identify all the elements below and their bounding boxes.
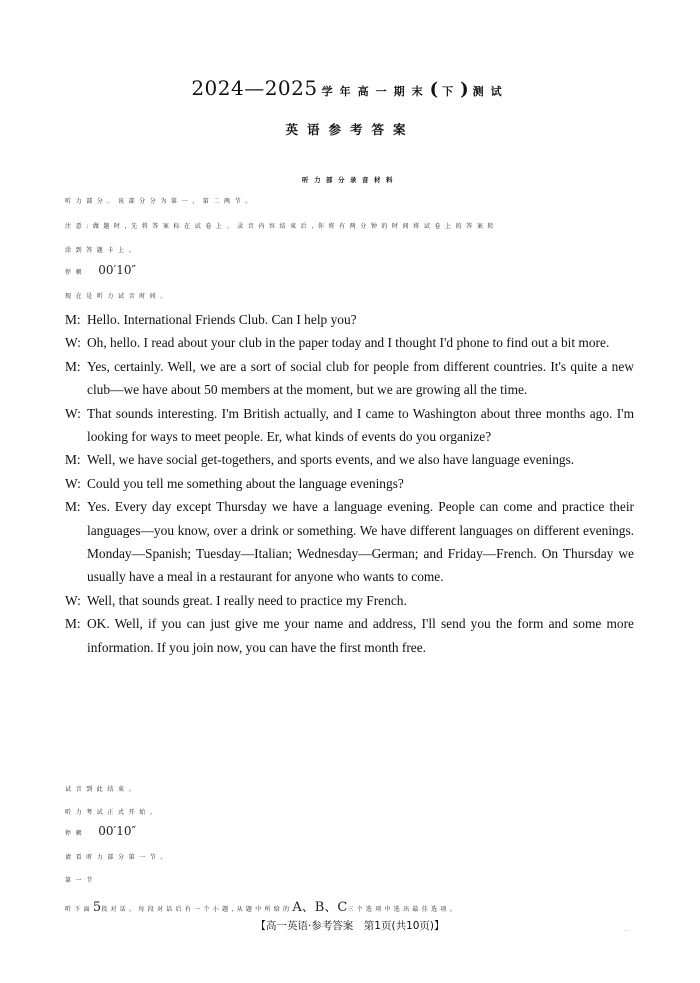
turn-text: Well, that sounds great. I really need to practice my French.: [87, 592, 407, 608]
outro-line-5: [65, 896, 635, 915]
option-letters: A、B、C: [292, 900, 348, 915]
title-cn: 学年高一期末: [321, 85, 430, 98]
pause-row-2: [65, 824, 635, 838]
intro-line-4: 现在是听力试音时间。: [65, 293, 172, 300]
outro-line-2: 听力考试正式开始。: [65, 809, 161, 816]
speaker: M:: [65, 312, 81, 327]
dialogue-turn: [65, 308, 634, 331]
speaker: W:: [65, 592, 81, 608]
turn-text: Could you tell me something about the language evenings?: [87, 475, 404, 491]
intro-line-3: 涂到答题卡上。: [65, 247, 140, 254]
term-label: 下: [442, 85, 461, 98]
paren-close: ): [460, 79, 469, 100]
outro-line-4: 第一节: [65, 877, 97, 884]
outro-line-3: 请看听力部分第一节。: [65, 854, 172, 861]
page-footer: 【高一英语·参考答案 第1页(共10页)】: [255, 920, 445, 932]
school-year: 2024—2025: [191, 76, 318, 100]
turn-text: Well, we have social get-togethers, and sports events, and we also have language evenings.: [87, 452, 575, 468]
pause-row-1: [65, 263, 635, 277]
pause-value: 00′10″: [98, 263, 136, 277]
exam-label: 测试: [472, 85, 509, 98]
turn-text: That sounds interesting. I'm British actually, and I came to Washington about three months ago. I'm looking for ways to meet people. Er, what kinds of events do you organize?: [87, 405, 634, 445]
pause-value: 00′10″: [98, 824, 136, 838]
outro-line-1: 试音到此结束。: [65, 786, 140, 793]
instruction-part-c: 三个选项中选出最佳选项。: [347, 906, 459, 913]
pause-label: 停顿: [65, 269, 87, 276]
pause-label: 停顿: [65, 830, 87, 837]
corner-mark: …: [624, 926, 630, 933]
speaker: M:: [65, 616, 81, 632]
dialogue-turn: [65, 331, 634, 354]
turn-text: Yes, certainly. Well, we are a sort of social club for people from different countries. It's quite a new club—we have about 50 members at the moment, but we are growing all the time.: [87, 358, 634, 398]
speaker: M:: [65, 358, 81, 374]
speaker: W:: [65, 475, 81, 491]
exam-title: [0, 76, 700, 100]
turn-text: Oh, hello. I read about your club in the paper today and I thought I'd phone to find out a bit more.: [87, 335, 610, 351]
turn-text: Yes. Every day except Thursday we have a language evening. People can come and practice their languages—you know, over a drink or something. We have different languages on different evenings. Monday—Spanish; Tuesday—Italian; Wednesday—German; and Friday—French. On Thursday we usually have a meal in a restaurant for anyone who wants to come.: [87, 499, 634, 585]
dialogue-turn: [65, 495, 634, 589]
dialogue-turn: [65, 448, 634, 471]
instruction-part-a: 听下面: [65, 906, 93, 913]
section-heading: 听力部分录音材料: [302, 176, 398, 184]
paren-open: (: [429, 79, 439, 100]
dialogue-transcript: [65, 308, 634, 659]
speaker: M:: [65, 499, 81, 515]
intro-line-2: 注意:做题时,先将答案标在试卷上。录音内容结束后,你将有两分钟的时间将试卷上的答案转: [65, 223, 499, 230]
speaker: M:: [65, 452, 81, 468]
turn-text: OK. Well, if you can just give me your name and address, I'll send you the form and some more information. If you join now, you can have the first month free.: [87, 616, 634, 655]
instruction-part-b: 段对话。每段对话后有一个小题,从题中所给的: [101, 906, 293, 913]
speaker: W:: [65, 405, 81, 421]
speaker: W:: [65, 335, 81, 351]
turn-text: Hello. International Friends Club. Can I help you?: [87, 312, 357, 327]
dialogue-turn: [65, 612, 634, 659]
intro-line-1: 听力部分。该部分分为第一、第二两节。: [65, 198, 256, 205]
dialogue-count: 5: [92, 900, 102, 915]
subtitle: 英语参考答案: [285, 122, 415, 137]
dialogue-turn: [65, 355, 634, 402]
dialogue-turn: [65, 402, 634, 449]
dialogue-turn: [65, 472, 634, 495]
dialogue-turn: [65, 589, 634, 612]
